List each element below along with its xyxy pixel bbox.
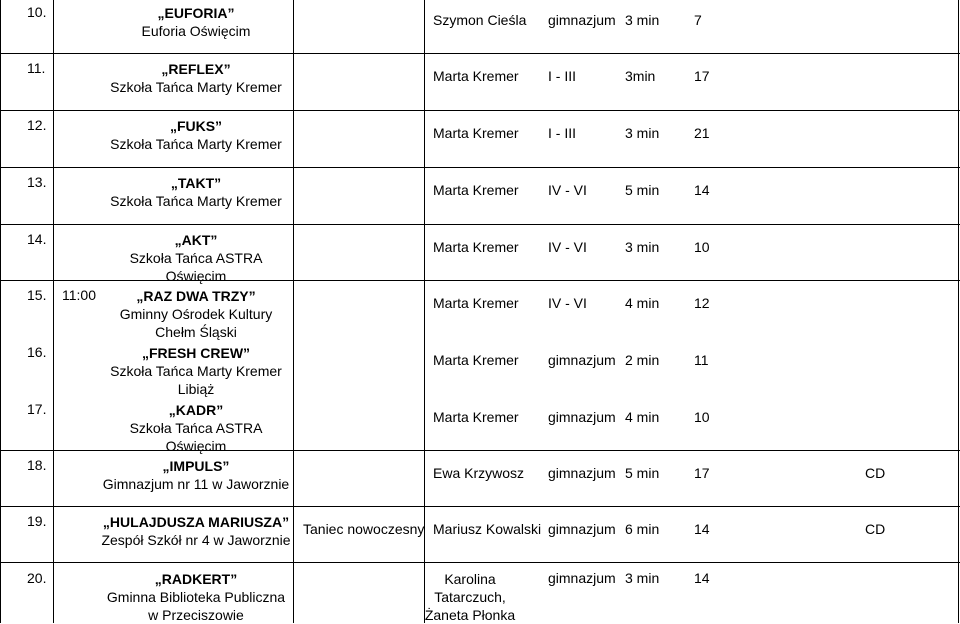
duration: 3 min: [625, 12, 660, 28]
entry-number: 16.: [27, 344, 47, 360]
entry-number: 20.: [27, 570, 47, 586]
duration: 2 min: [625, 352, 660, 368]
group-cell: [100, 60, 292, 96]
group-name: „RAZ DWA TRZY”: [136, 288, 256, 304]
participant-count: 17: [694, 68, 710, 84]
school-level: I - III: [548, 125, 576, 141]
participant-count: 14: [694, 182, 710, 198]
group-name: „IMPULS”: [162, 458, 230, 474]
school-level: gimnazjum: [548, 12, 616, 28]
school-level: I - III: [548, 68, 576, 84]
school-level: IV - VI: [548, 182, 587, 198]
start-time: 11:00: [62, 287, 96, 303]
group-institution: Szkoła Tańca Marty Kremer Libiąż: [110, 363, 282, 397]
participant-count: 21: [694, 125, 710, 141]
instructor-name: Marta Kremer: [433, 182, 519, 198]
group-cell: [100, 513, 292, 549]
duration: 5 min: [625, 182, 660, 198]
column-divider: [0, 0, 1, 623]
group-cell: [100, 570, 292, 624]
group-name: „RADKERT”: [154, 571, 238, 587]
entry-number: 11.: [27, 60, 46, 76]
participant-count: 10: [694, 409, 710, 425]
group-name: „REFLEX”: [161, 61, 231, 77]
group-institution: Gminna Biblioteka Publiczna w Przeciszowie: [106, 589, 286, 623]
group-cell: [100, 344, 292, 398]
column-divider: [293, 0, 294, 623]
instructor-name: Ewa Krzywosz: [433, 465, 525, 481]
participant-count: 11: [694, 352, 709, 368]
entry-number: 17.: [27, 401, 47, 417]
instructor-name: Marta Kremer: [433, 409, 519, 425]
duration: 3min: [625, 68, 656, 84]
group-cell: [100, 287, 292, 341]
group-institution: Gminny Ośrodek Kultury Chełm Śląski: [119, 306, 273, 340]
duration: 4 min: [625, 295, 660, 311]
instructor-name: Marta Kremer: [433, 295, 519, 311]
duration: 3 min: [625, 239, 660, 255]
row-divider: [0, 53, 960, 54]
group-institution: Szkoła Tańca ASTRA Oświęcim: [129, 420, 263, 454]
group-institution: Gimnazjum nr 11 w Jaworznie: [102, 476, 290, 492]
duration: 3 min: [625, 570, 660, 586]
column-divider: [958, 0, 959, 623]
group-name: „EUFORIA”: [157, 5, 235, 21]
dance-category: Taniec nowoczesny: [303, 521, 425, 537]
duration: 6 min: [625, 521, 660, 537]
school-level: gimnazjum: [548, 465, 616, 481]
group-name: „KADR”: [168, 402, 224, 418]
group-cell: [100, 174, 292, 210]
entry-number: 19.: [27, 513, 47, 529]
row-divider: [0, 506, 960, 507]
group-cell: [100, 4, 292, 40]
group-institution: Szkoła Tańca Marty Kremer: [110, 193, 282, 209]
instructor-name: Szymon Cieśla: [433, 12, 527, 28]
media-type: CD: [865, 521, 886, 537]
row-divider: [0, 224, 960, 225]
group-name: „HULAJDUSZA MARIUSZA”: [102, 514, 290, 530]
group-name: „TAKT”: [170, 175, 222, 191]
instructor-name: Mariusz Kowalski: [433, 521, 542, 537]
entry-number: 12.: [27, 117, 47, 133]
duration: 5 min: [625, 465, 660, 481]
entry-number: 18.: [27, 457, 47, 473]
group-institution: Szkoła Tańca ASTRA Oświęcim: [129, 250, 263, 284]
entry-number: 10.: [27, 4, 47, 20]
school-level: gimnazjum: [548, 521, 616, 537]
entry-number: 14.: [27, 231, 47, 247]
row-divider: [0, 167, 960, 168]
group-cell: [100, 117, 292, 153]
group-institution: Zespół Szkół nr 4 w Jaworznie: [101, 532, 291, 548]
duration: 4 min: [625, 409, 660, 425]
instructor-name: Marta Kremer: [433, 239, 519, 255]
participant-count: 10: [694, 239, 710, 255]
instructor-name: Marta Kremer: [433, 125, 519, 141]
participant-count: 7: [694, 12, 702, 28]
group-name: „FUKS”: [169, 118, 223, 134]
school-level: IV - VI: [548, 239, 587, 255]
participant-count: 12: [694, 295, 710, 311]
group-cell: [100, 231, 292, 285]
group-name: „FRESH CREW”: [141, 345, 251, 361]
school-level: gimnazjum: [548, 352, 616, 368]
group-name: „AKT”: [174, 232, 218, 248]
group-cell: [100, 457, 292, 493]
school-level: IV - VI: [548, 295, 587, 311]
participant-count: 14: [694, 570, 710, 586]
instructor-name: Marta Kremer: [433, 68, 519, 84]
entry-number: 15.: [27, 287, 47, 303]
row-divider: [0, 110, 960, 111]
group-institution: Szkoła Tańca Marty Kremer: [110, 136, 282, 152]
group-institution: Szkoła Tańca Marty Kremer: [110, 79, 282, 95]
entry-number: 13.: [27, 174, 47, 190]
participant-count: 17: [694, 465, 710, 481]
column-divider: [53, 0, 54, 623]
participant-count: 14: [694, 521, 710, 537]
media-type: CD: [865, 465, 886, 481]
duration: 3 min: [625, 125, 660, 141]
group-cell: [100, 401, 292, 455]
school-level: gimnazjum: [548, 570, 616, 586]
school-level: gimnazjum: [548, 409, 616, 425]
row-divider: [0, 562, 960, 563]
instructor-name: Marta Kremer: [433, 352, 519, 368]
group-institution: Euforia Oświęcim: [141, 23, 251, 39]
instructor-name: Karolina Tatarczuch, Żaneta Płonka: [424, 571, 516, 623]
